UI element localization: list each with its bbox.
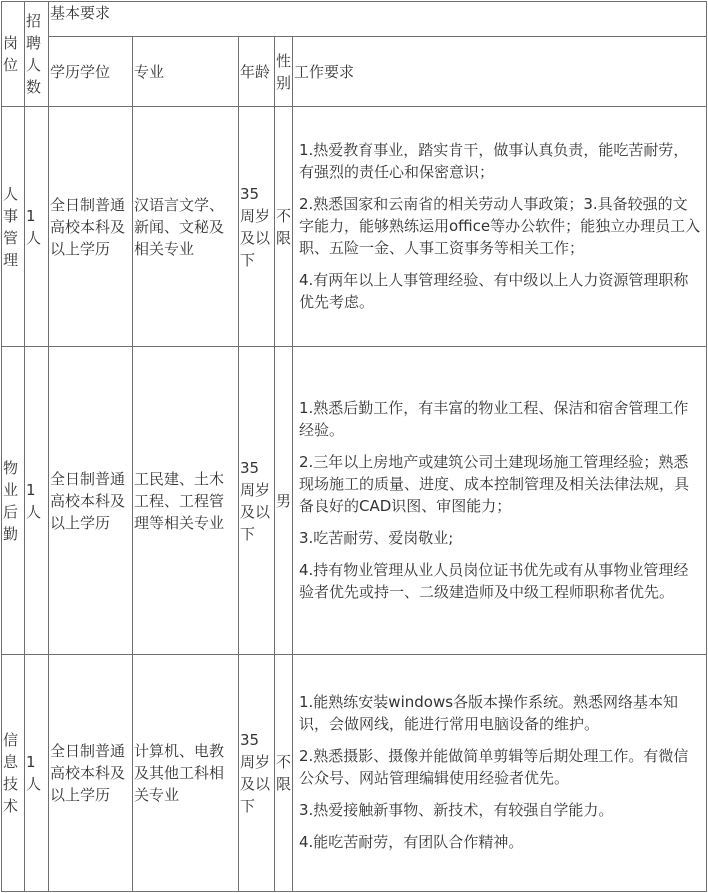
requirement-item: 3.吃苦耐劳、爱岗敬业;	[299, 528, 454, 547]
requirement-item: 1.能熟练安装windows各版本操作系统。熟悉网络基本知识，会做网线，能进行常用电脑设备的维护。	[299, 693, 679, 733]
requirement-item: 2.熟悉国家和云南省的相关劳动人事政策；3.具备较强的文字能力，能够熟练运用office等办公软件；能独立办理员工入职、五险一金、人事工资事务等相关工作；	[299, 194, 701, 257]
position-cell: 信息技术	[2, 655, 25, 892]
header-position: 岗位	[2, 2, 25, 107]
header-age: 年龄	[239, 37, 275, 107]
requirement-item: 4.有两年以上人事管理经验、有中级以上人力资源管理职称优先考虑。	[299, 270, 689, 311]
headcount-cell: 1人	[25, 655, 49, 892]
age-cell: 35周岁及以下	[239, 107, 275, 347]
position-cell: 物业后勤	[2, 347, 25, 655]
education-cell: 全日制普通高校本科及以上学历	[49, 107, 133, 347]
gender-cell: 男	[275, 347, 293, 655]
header-row-2	[2, 37, 707, 107]
age-cell: 35周岁及以下	[239, 347, 275, 655]
age-cell: 35周岁及以下	[239, 655, 275, 892]
header-headcount: 招聘人数	[25, 2, 49, 107]
requirement-item: 1.熟悉后勤工作，有丰富的物业工程、保洁和宿舍管理工作经验。	[299, 398, 689, 439]
major-cell: 汉语言文学、新闻、文秘及相关专业	[133, 107, 239, 347]
requirements-cell	[293, 655, 707, 892]
header-row-1	[2, 2, 707, 37]
requirement-item: 4.持有物业管理从业人员岗位证书优先或有从事物业管理经验者优先或持一、二级建造师及中级工程师职称者优先。	[299, 560, 689, 601]
requirement-item: 2.熟悉摄影、摄像并能做简单剪辑等后期处理工作。有微信公众号、网站管理编辑使用经验者优先。	[299, 747, 689, 787]
position-cell: 人事管理	[2, 107, 25, 347]
header-basic-requirements: 基本要求	[49, 2, 707, 37]
requirements-cell	[293, 107, 707, 347]
major-cell: 计算机、电教及其他工科相关专业	[133, 655, 239, 892]
requirement-item: 1.热爱教育事业，踏实肯干，做事认真负责，能吃苦耐劳，有强烈的责任心和保密意识；	[299, 140, 689, 181]
requirement-item: 4.能吃苦耐劳，有团队合作精神。	[299, 833, 524, 851]
education-cell: 全日制普通高校本科及以上学历	[49, 655, 133, 892]
table-row	[2, 347, 707, 655]
header-duties: 工作要求	[293, 37, 707, 107]
requirements-cell	[293, 347, 707, 655]
major-cell: 工民建、土木工程、工程管理等相关专业	[133, 347, 239, 655]
table-row	[2, 107, 707, 347]
header-gender: 性别	[275, 37, 293, 107]
header-education: 学历学位	[49, 37, 133, 107]
table-row	[2, 655, 707, 892]
requirement-item: 2.三年以上房地产或建筑公司土建现场施工管理经验；熟悉现场施工的质量、进度、成本控制管理及相关法律法规，具备良好的CAD识图、审图能力；	[299, 452, 690, 515]
recruitment-table	[1, 1, 707, 892]
headcount-cell: 1人	[25, 347, 49, 655]
header-major: 专业	[133, 37, 239, 107]
headcount-cell: 1人	[25, 107, 49, 347]
gender-cell: 不限	[275, 107, 293, 347]
education-cell: 全日制普通高校本科及以上学历	[49, 347, 133, 655]
requirement-item: 3.热爱接触新事物、新技术，有较强自学能力。	[299, 801, 614, 819]
gender-cell: 不限	[275, 655, 293, 892]
